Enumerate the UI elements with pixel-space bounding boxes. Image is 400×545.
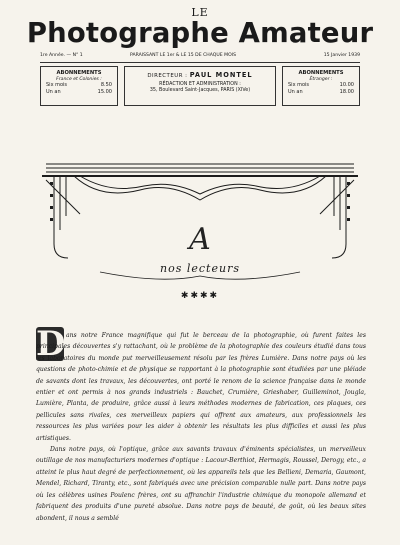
article-paragraph: Dans notre pays, où l'optique, grâce aux savants travaux d'éminents spécialistes, un merveilleux outillage de nos manufacturiers modernes d'optique : Lacour-Berthiot, Hermagis, Roussel, Derogy, etc., a atteint le plus haut degré de perfectionnement, où les appareils tels que les Bellieni, Demaria, Gaumont, Mendel, Richard, Tiranty, etc., sont fabriqués avec une précision comparable nulle part. Dans notre pays où les célèbres usines Poulenc frères, ont su affranchir l'industrie chimique du monopole allemand et fabriquent des produits d'une pureté absolue. Dans notre pays de beauté, de goût, où les beaux sites abondent, il nous a semblé [36, 446, 366, 522]
section-initial: A [189, 222, 211, 257]
ornament-arch [80, 176, 320, 194]
ornament-dot [347, 182, 350, 185]
director-line [125, 71, 275, 79]
ornament-dot [50, 218, 53, 221]
price-label: Un an [288, 89, 303, 95]
price-value: 18.00 [339, 89, 354, 95]
ornament-dot [50, 194, 53, 197]
price-row [46, 89, 112, 96]
price-value: 8.50 [100, 82, 112, 88]
subscription-france-header: ABONNEMENTS [56, 70, 102, 76]
administration-address: 35, Boulevard Saint-Jacques, PARIS (XIVe) [149, 88, 251, 93]
publication-frequency: PARAISSANT LE 1er & LE 15 DE CHAQUE MOIS [130, 53, 236, 58]
subscription-foreign-box [282, 66, 360, 106]
masthead-rule [40, 62, 360, 63]
price-label: Six mois [288, 82, 310, 88]
ornament-dot [50, 182, 53, 185]
ornament-diagonal [46, 180, 354, 214]
administration-label: RÉDACTION ET ADMINISTRATION : [159, 82, 241, 87]
price-row [46, 82, 112, 89]
masthead-title: Photographe Amateur [26, 16, 374, 49]
price-row [288, 89, 354, 96]
price-value: 10.00 [339, 82, 354, 88]
direction-box [124, 66, 276, 106]
price-label: Un an [46, 89, 61, 95]
director-label: DIRECTEUR : [147, 73, 188, 79]
ornament-dot [50, 206, 53, 209]
article-body [36, 330, 366, 524]
ornament-dot [347, 218, 350, 221]
subscription-foreign-header: ABONNEMENTS [298, 70, 344, 76]
stars-divider: ✱✱✱✱ [180, 291, 220, 301]
price-label: Six mois [46, 82, 68, 88]
ornament-dot [347, 206, 350, 209]
subscription-france-box [40, 66, 118, 106]
ornament-bar [46, 164, 354, 172]
article-paragraph: ans notre France magnifique qui fut le berceau de la photographie, où furent faites les principales découvertes s'y rattachant, où le problème de la photographie des couleurs étudié dans tous les laboratoires du monde put merveilleusement résolu par les frères Lumière. Dans notre pays où les questions de photo-chimie et de physique se rapportant à la photographie sont étudiées par une pléiade de savants dont les travaux, les découvertes, ont porté le renom de la science française dans le monde entier et ont permis à nos grands industriels : Bauchet, Crumière, Grieshaber, Guilleminot, Jougla, Lumière, Planta, de produire, grâce aussi à leurs méthodes modernes de fabrication, ces plaques, ces pellicules sans rivales, ces merveilleux papiers qui offrent aux amateurs, aux professionnels les ressources les plus variées pour les aider à obtenir les résultats les plus difficiles et aussi les plus artistiques. [36, 332, 366, 442]
issue-date: 15 Janvier 1939 [323, 53, 360, 58]
section-subtitle: nos lecteurs [160, 262, 240, 275]
price-value: 15.00 [97, 89, 112, 95]
price-row [288, 82, 354, 89]
director-name: PAUL MONTEL [189, 71, 253, 79]
drop-cap: D [36, 324, 66, 364]
subscription-france-sub: France et Colonies : [56, 77, 102, 82]
masthead-le: LE [191, 6, 209, 19]
ornament-dot [347, 194, 350, 197]
subscription-foreign-sub: Étranger : [309, 77, 333, 82]
issue-number: 1re Année. — N° 1 [40, 53, 83, 58]
